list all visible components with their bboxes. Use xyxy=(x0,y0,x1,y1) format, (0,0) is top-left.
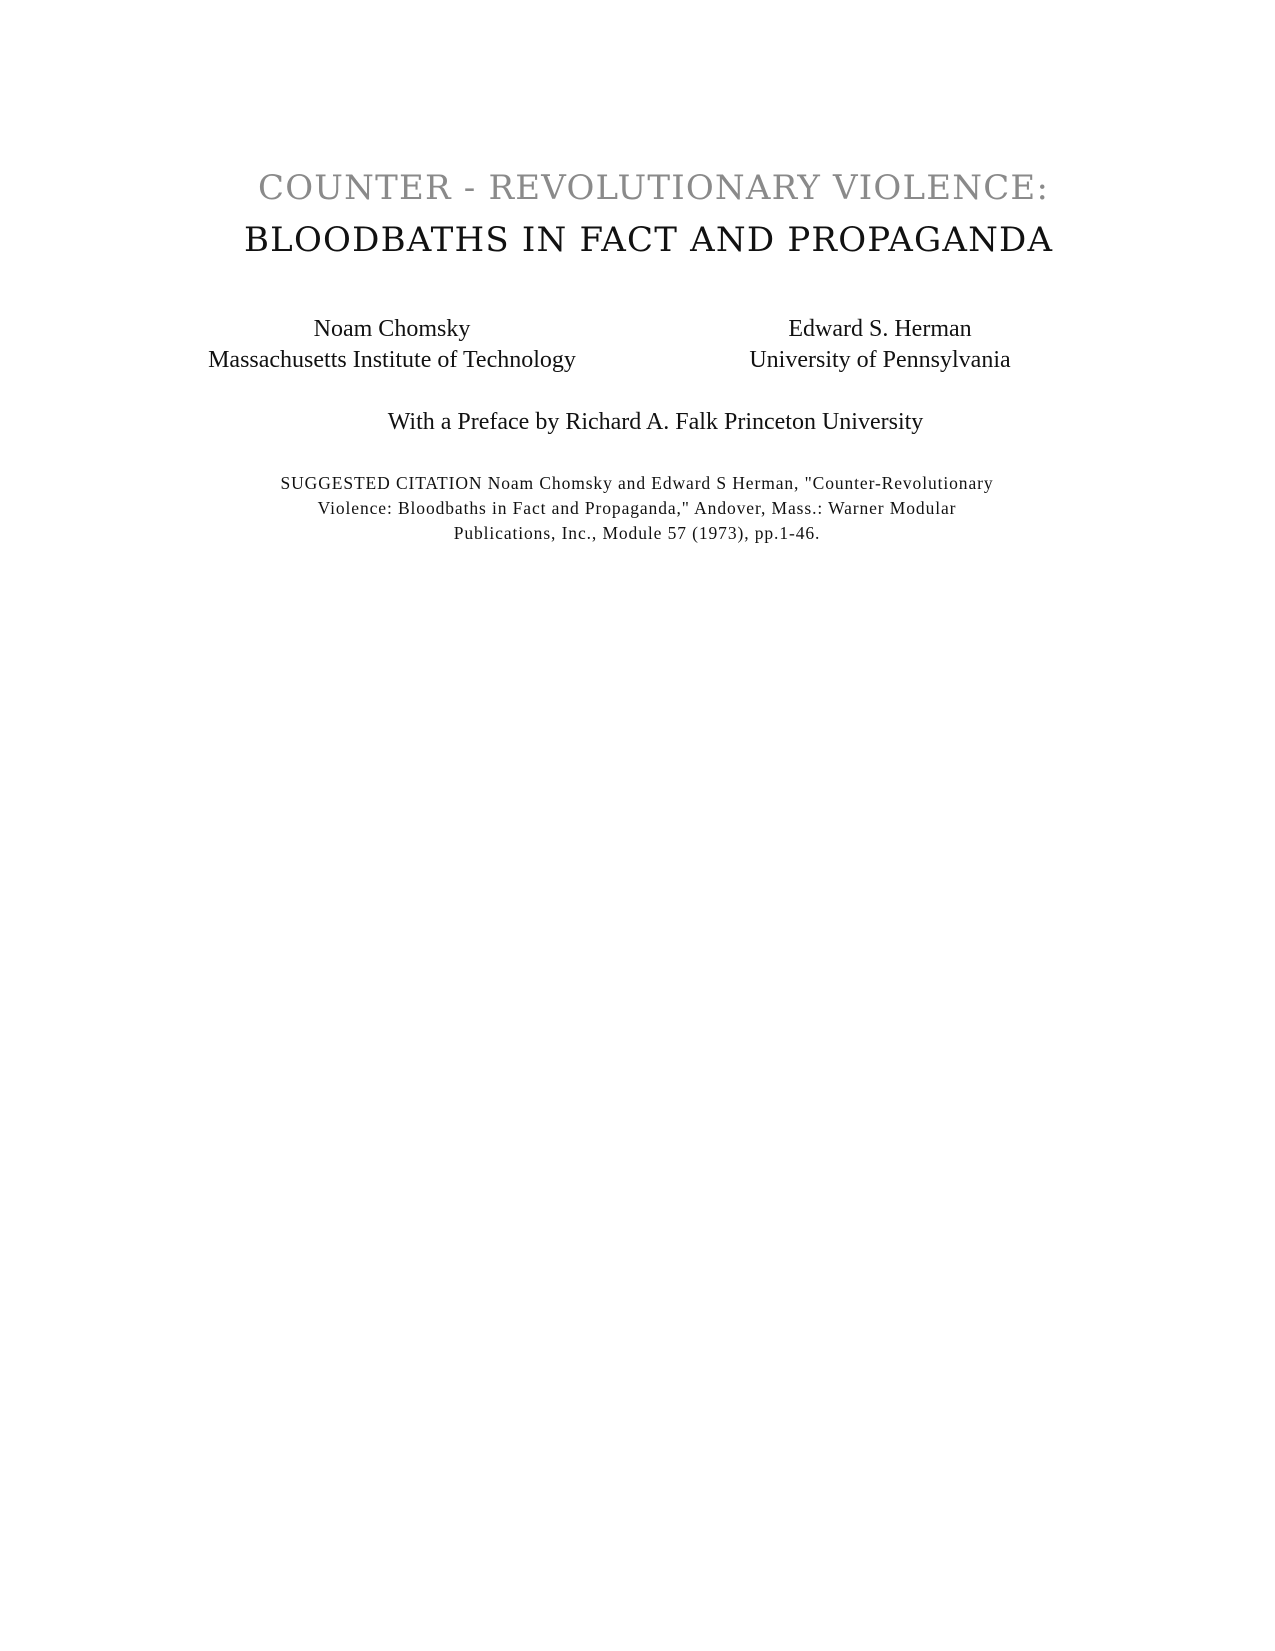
author-chomsky xyxy=(196,314,588,376)
citation-line-3: Publications, Inc., Module 57 (1973), pp.1-46. xyxy=(453,523,821,543)
preface-credit: With a Preface by Richard A. Falk Princeton University xyxy=(387,409,924,435)
title-line-2: BLOODBATHS IN FACT AND PROPAGANDA xyxy=(244,220,1054,260)
author-name: Noam Chomsky xyxy=(313,316,471,342)
author-herman xyxy=(740,314,1020,376)
title-line-1: COUNTER - REVOLUTIONARY VIOLENCE: xyxy=(258,168,1050,208)
author-affiliation: University of Pennsylvania xyxy=(749,347,1011,373)
citation-line-1: SUGGESTED CITATION Noam Chomsky and Edward S Herman, "Counter-Revolutionary xyxy=(280,473,994,493)
author-affiliation: Massachusetts Institute of Technology xyxy=(208,347,576,373)
suggested-citation xyxy=(252,471,1022,546)
citation-line-2: Violence: Bloodbaths in Fact and Propaganda," Andover, Mass.: Warner Modular xyxy=(317,498,957,518)
author-name: Edward S. Herman xyxy=(788,316,972,342)
